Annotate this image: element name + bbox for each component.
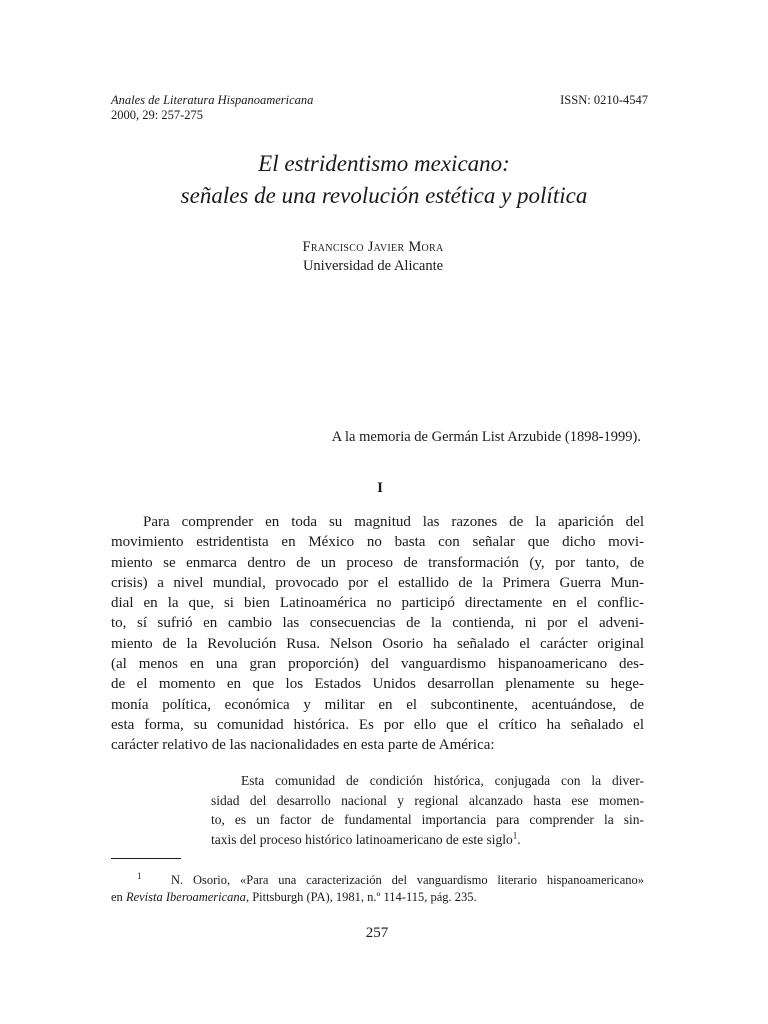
- article-title: [0, 148, 768, 212]
- author-affiliation: Universidad de Alicante: [302, 258, 444, 274]
- author-block: [0, 238, 746, 276]
- body-line: Para comprender en toda su magnitud las razones de la aparición del: [143, 514, 644, 530]
- title-line-1: El estridentismo mexicano:: [258, 151, 510, 176]
- body-line: miento de la Revolución Rusa. Nelson Osorio ha señalado el carácter original: [111, 635, 644, 652]
- quote-end-punct: .: [517, 831, 521, 847]
- journal-issue: 2000, 29: 257-275: [111, 108, 204, 122]
- body-line: esta forma, su comunidad histórica. Es por ello que el crítico ha señalado el: [111, 716, 644, 733]
- quote-line: sidad del desarrollo nacional y regional alcanzado hasta ese momen-: [211, 792, 644, 808]
- footnote-line-2: [111, 889, 644, 906]
- block-quote: [211, 771, 644, 849]
- body-line: (al menos en una gran proporción) del vanguardismo hispanoamericano des-: [111, 656, 644, 673]
- footnote-journal: Revista Iberoamericana: [125, 890, 246, 904]
- quote-line-text: taxis del proceso histórico latinoamericano de este siglo: [211, 831, 513, 847]
- footnote-marker: 1: [137, 870, 142, 881]
- body-line: miento se enmarca dentro de un proceso de transformación (y, por tanto, de: [111, 554, 644, 571]
- section-number: I: [377, 480, 383, 496]
- body-line: crisis) a nivel mundial, provocado por el estallido de la Primera Guerra Mun-: [111, 574, 644, 591]
- title-line-2: señales de una revolución estética y política: [180, 183, 588, 208]
- footnote-text: N. Osorio, «Para una caracterización del vanguardismo literario hispanoamericano»: [171, 873, 645, 887]
- page-number: 257: [365, 925, 389, 941]
- footnote-line-1: [111, 872, 644, 889]
- journal-header: [111, 93, 313, 123]
- issn: ISSN: 0210-4547: [560, 93, 648, 107]
- footnote-reference[interactable]: 1: [512, 830, 518, 840]
- journal-name: Anales de Literatura Hispanoamericana: [111, 93, 314, 107]
- body-line: carácter relativo de las nacionalidades en esta parte de América:: [111, 737, 495, 754]
- dedication: A la memoria de Germán List Arzubide (1898-1999).: [331, 429, 641, 445]
- quote-line-last: [211, 830, 644, 850]
- footnote-prefix: en: [111, 890, 126, 904]
- author-name: Francisco Javier Mora: [302, 239, 444, 255]
- footnote-suffix: , Pittsburgh (PA), 1981, n.º 114-115, pág. 235.: [245, 890, 477, 904]
- quote-line: to, es un factor de fundamental importancia para comprender la sin-: [211, 812, 644, 827]
- body-line: dial en la que, si bien Latinoamérica no participó directamente en el conflic-: [111, 595, 644, 612]
- body-line: de el momento en que los Estados Unidos desarrollan plenamente su hege-: [111, 676, 644, 693]
- body-line: to, sí sufrió en cambio las consecuencias de la contienda, ni por el adveni-: [111, 615, 644, 632]
- body-line: movimiento estridentista en México no basta con señalar que dicho movi-: [111, 534, 644, 551]
- footnote: [111, 872, 644, 906]
- quote-line: Esta comunidad de condición histórica, conjugada con la diver-: [241, 773, 644, 788]
- body-paragraph: [111, 512, 644, 756]
- body-line: monía política, económica y militar en el subcontinente, acentuándose, de: [111, 696, 644, 713]
- footnote-divider: [111, 858, 181, 859]
